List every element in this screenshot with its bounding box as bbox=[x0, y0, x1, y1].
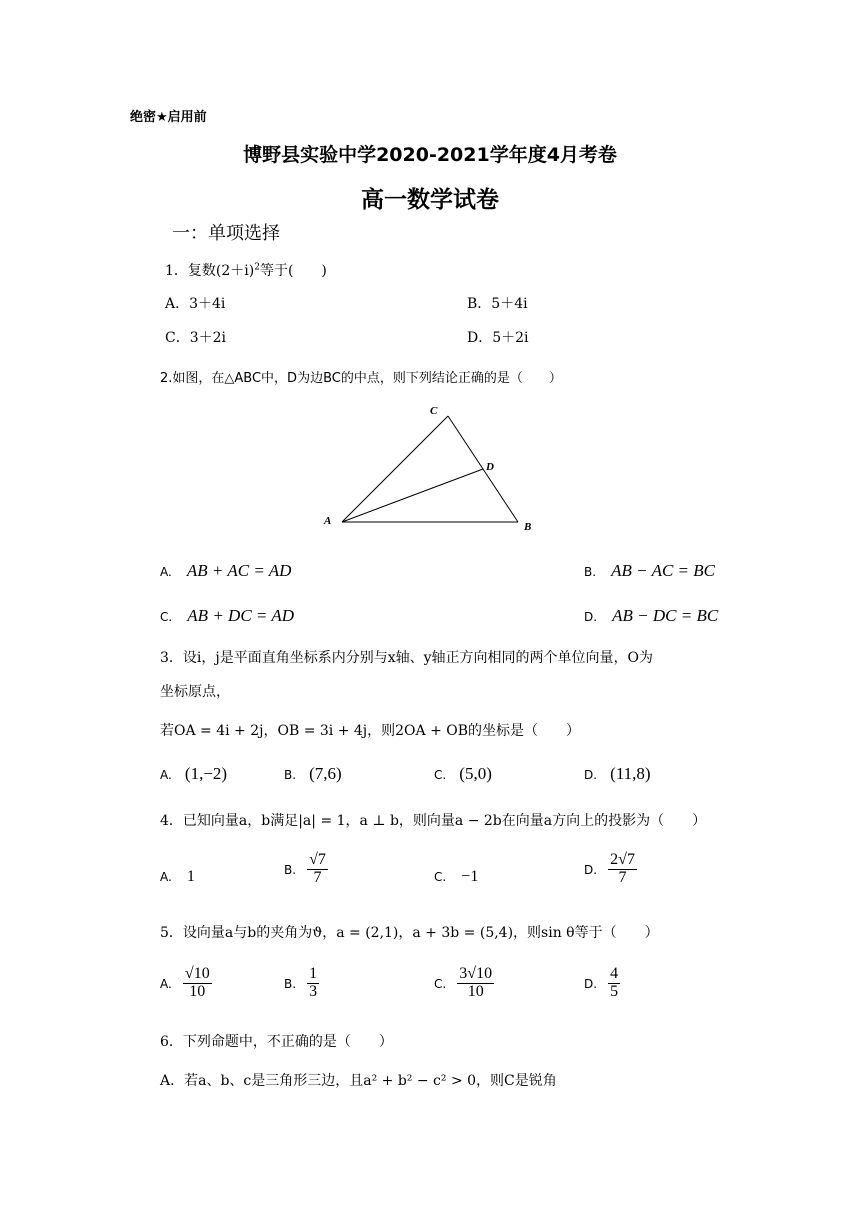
question-4-option-b bbox=[284, 852, 328, 887]
fraction bbox=[307, 852, 328, 887]
fraction-denominator: 10 bbox=[467, 982, 484, 1000]
fraction bbox=[307, 966, 319, 1001]
question-1-stem bbox=[165, 260, 327, 280]
option-letter: A. bbox=[160, 768, 172, 782]
section-heading: 一：单项选择 bbox=[172, 223, 280, 244]
option-value: (5,0) bbox=[459, 764, 492, 783]
question-5-option-d bbox=[584, 966, 620, 1001]
option-letter: C. bbox=[160, 610, 173, 624]
option-letter: A. bbox=[160, 565, 172, 579]
question-5-option-c bbox=[434, 966, 494, 1001]
question-6-stem: 6．下列命题中，不正确的是（ ） bbox=[160, 1034, 393, 1050]
question-2-option-b bbox=[584, 561, 715, 581]
vertex-label-b: B bbox=[524, 521, 532, 533]
fraction-denominator: 10 bbox=[189, 982, 206, 1000]
vertex-label-c: C bbox=[430, 405, 438, 417]
fraction bbox=[457, 966, 494, 1001]
option-letter: C. bbox=[434, 870, 447, 884]
question-4-option-a bbox=[160, 866, 195, 886]
option-expression: AB − DC = BC bbox=[612, 606, 719, 625]
option-value: −1 bbox=[461, 868, 479, 885]
question-3-option-c bbox=[434, 764, 492, 784]
fraction-denominator: 5 bbox=[610, 982, 619, 1000]
option-expression: AB + AC = AD bbox=[186, 561, 292, 580]
question-3-option-a bbox=[160, 764, 227, 784]
question-2-stem: 2.如图，在△ABC中，D为边BC的中点，则下列结论正确的是（ ） bbox=[160, 371, 562, 386]
option-value: (11,8) bbox=[610, 764, 651, 783]
option-expression: AB − AC = BC bbox=[611, 561, 715, 580]
exam-title: 高一数学试卷 bbox=[361, 187, 499, 213]
fraction-numerator: 1 bbox=[309, 965, 318, 982]
school-title: 博野县实验中学2020-2021学年度4月考卷 bbox=[243, 144, 617, 166]
fraction bbox=[608, 852, 637, 887]
fraction-numerator: 2√7 bbox=[610, 851, 635, 868]
fraction-numerator: 3√10 bbox=[459, 965, 493, 982]
option-letter: A. bbox=[160, 976, 172, 991]
question-3-stem-line-3: 若OA = 4i + 2j，OB = 3i + 4j，则2OA + OB的坐标是（ ） bbox=[160, 723, 581, 739]
option-letter: D. bbox=[584, 862, 598, 877]
fraction-denominator: 3 bbox=[309, 982, 318, 1000]
option-letter: A. bbox=[160, 870, 172, 884]
vertex-label-d: D bbox=[486, 461, 494, 473]
question-2-option-d bbox=[584, 606, 718, 626]
option-expression: AB + DC = AD bbox=[187, 606, 294, 625]
option-letter: D. bbox=[584, 768, 598, 782]
fraction-numerator: √10 bbox=[184, 965, 210, 982]
question-4-option-c bbox=[434, 866, 478, 886]
option-letter: D. bbox=[584, 610, 598, 624]
triangle-figure bbox=[318, 400, 538, 535]
fraction-denominator: 7 bbox=[313, 868, 322, 886]
median-ad bbox=[342, 469, 483, 522]
fraction-numerator: √7 bbox=[309, 851, 326, 868]
fraction-numerator: 4 bbox=[610, 965, 619, 982]
question-2-option-a bbox=[160, 561, 291, 581]
question-1-stem-text: 1．复数(2＋i) bbox=[165, 263, 255, 279]
fraction bbox=[183, 966, 212, 1001]
fraction bbox=[608, 966, 620, 1001]
question-3-stem-line-2: 坐标原点， bbox=[160, 684, 230, 700]
question-3-option-b bbox=[284, 764, 342, 784]
option-letter: B. bbox=[284, 768, 297, 782]
question-3-option-d bbox=[584, 764, 651, 784]
question-6-option-a: A．若a、b、c是三角形三边，且a² + b² − c² > 0，则C是锐角 bbox=[160, 1073, 557, 1089]
fraction-denominator: 7 bbox=[618, 868, 627, 886]
question-4-option-d bbox=[584, 852, 637, 887]
question-5-stem: 5．设向量a与b的夹角为ϑ，a = (2,1)，a + 3b = (5,4)，则sin θ等于（ ） bbox=[160, 925, 659, 941]
question-1-option-c: C．3＋2i bbox=[165, 330, 227, 346]
side-ac bbox=[342, 416, 448, 522]
question-1-option-d: D．5＋2i bbox=[467, 330, 529, 346]
option-value: (1,−2) bbox=[184, 764, 228, 783]
option-letter: B. bbox=[284, 976, 297, 991]
option-letter: B. bbox=[284, 862, 297, 877]
top-secret-label: 绝密★启用前 bbox=[130, 110, 207, 125]
option-value: (7,6) bbox=[309, 764, 342, 783]
option-letter: C. bbox=[434, 976, 447, 991]
option-value: 1 bbox=[186, 868, 195, 885]
question-1-exponent: 2 bbox=[254, 262, 260, 273]
question-1-stem-tail: 等于( ) bbox=[259, 263, 327, 279]
question-5-option-a bbox=[160, 966, 212, 1001]
question-5-option-b bbox=[284, 966, 319, 1001]
question-1-option-a: A．3＋4i bbox=[165, 296, 226, 312]
option-letter: B. bbox=[584, 565, 597, 579]
question-4-stem: 4．已知向量a，b满足|a| = 1，a ⊥ b，则向量a − 2b在向量a方向上的投影为（ ） bbox=[160, 813, 707, 829]
question-3-stem-line-1: 3．设i，j是平面直角坐标系内分别与x轴、y轴正方向相同的两个单位向量，O为 bbox=[160, 650, 654, 666]
vertex-label-a: A bbox=[324, 515, 332, 527]
option-letter: C. bbox=[434, 768, 447, 782]
option-letter: D. bbox=[584, 976, 598, 991]
question-2-option-c bbox=[160, 606, 294, 626]
question-1-option-b: B．5＋4i bbox=[467, 296, 528, 312]
